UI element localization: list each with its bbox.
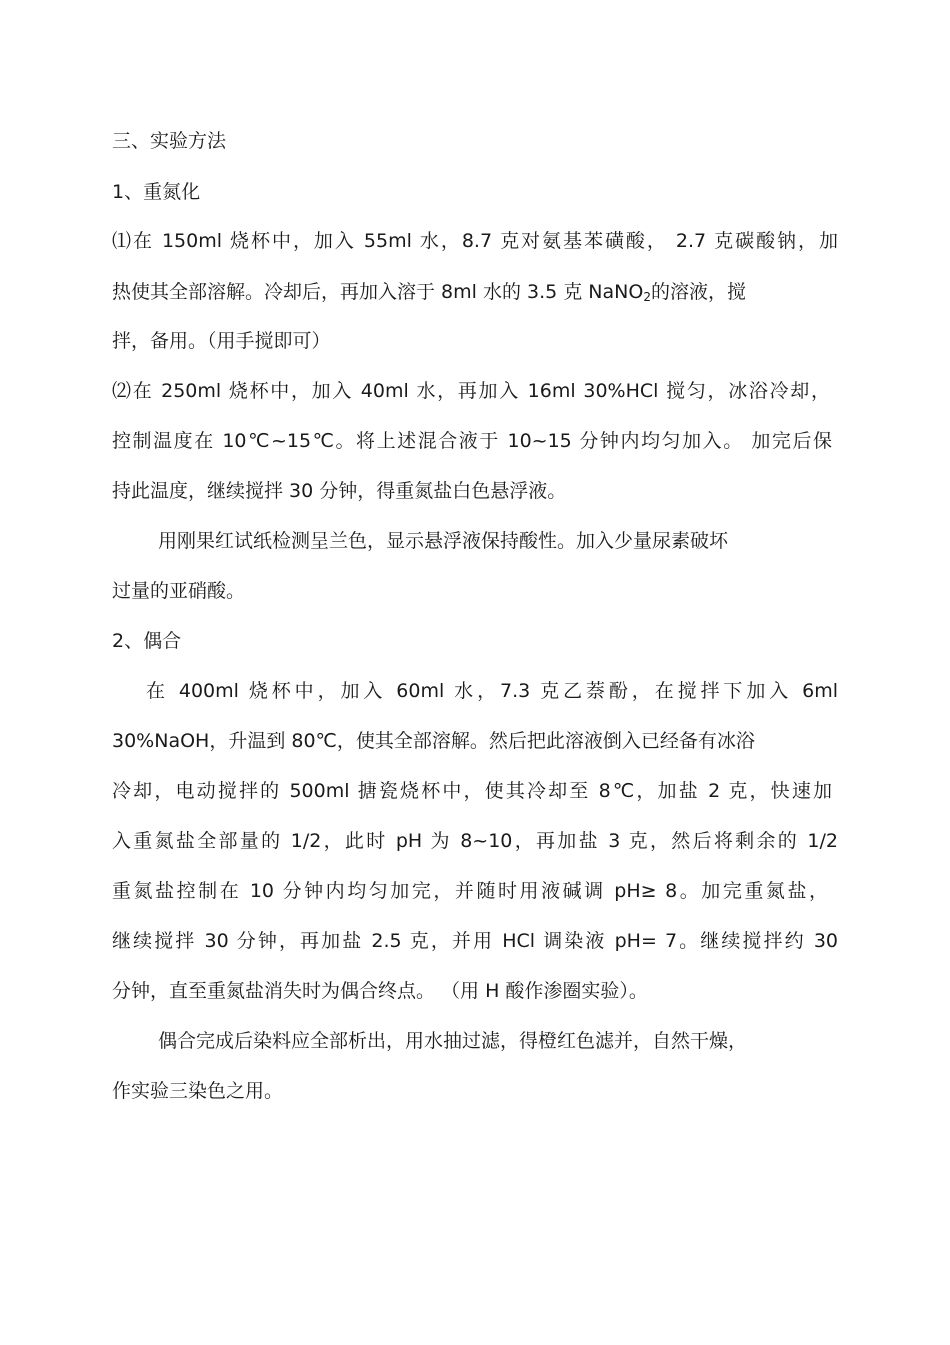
paragraph-line: 30%NaOH，升温到 80℃，使其全部溶解。然后把此溶液倒入已经备有冰浴 (112, 730, 755, 752)
paragraph-line: 分钟，直至重氮盐消失时为偶合终点。 （用 H 酸作渗圈实验）。 (112, 980, 648, 1002)
paragraph-line: ⑵在 250ml 烧杯中，加入 40ml 水，再加入 16ml 30%HCl 搅匀，冰浴冷却， (112, 380, 830, 402)
paragraph-line: 入重氮盐全部量的 1/2，此时 pH 为 8~10，再加盐 3 克，然后将剩余的 1/2 (112, 830, 838, 852)
paragraph-line: 持此温度，继续搅拌 30 分钟，得重氮盐白色悬浮液。 (112, 480, 567, 502)
paragraph-line: 冷却，电动搅拌的 500ml 搪瓷烧杯中，使其冷却至 8℃，加盐 2 克，快速加 (112, 780, 832, 802)
paragraph-line: 用刚果红试纸检测呈兰色，显示悬浮液保持酸性。加入少量尿素破坏 (158, 530, 729, 552)
formula-subscript: 2 (643, 290, 651, 304)
paragraph-line: 拌，备用。（用手搅即可） (112, 330, 331, 352)
paragraph-line: 控制温度在 10℃~15℃。将上述混合液于 10~15 分钟内均匀加入。 加完后保 (112, 430, 832, 452)
paragraph-line: 在 400ml 烧杯中，加入 60ml 水，7.3 克乙萘酚，在搅拌下加入 6ml (146, 680, 838, 702)
part1-heading: 1、重氮化 (112, 181, 201, 203)
formula-text-before: 热使其全部溶解。冷却后，再加入溶于 8ml 水的 3.5 克 NaNO (112, 281, 644, 303)
section-heading: 三、实验方法 (112, 130, 227, 152)
paragraph-line: ⑴在 150ml 烧杯中，加入 55ml 水，8.7 克对氨基苯磺酸， 2.7 克碳酸钠，加 (112, 230, 838, 252)
paragraph-line: 重氮盐控制在 10 分钟内均匀加完，并随时用液碱调 pH≥ 8。加完重氮盐， (112, 880, 828, 902)
part2-heading: 2、偶合 (112, 630, 182, 652)
formula-text-after: 的溶液，搅 (650, 281, 746, 303)
paragraph-line: 过量的亚硝酸。 (112, 580, 246, 602)
paragraph-line: 继续搅拌 30 分钟，再加盐 2.5 克，并用 HCl 调染液 pH= 7。继续搅拌约 30 (112, 930, 838, 952)
paragraph-line: 偶合完成后染料应全部析出，用水抽过滤，得橙红色滤并，自然干燥， (158, 1030, 748, 1052)
paragraph-line: 作实验三染色之用。 (112, 1080, 284, 1102)
paragraph-line-with-formula (112, 279, 838, 310)
